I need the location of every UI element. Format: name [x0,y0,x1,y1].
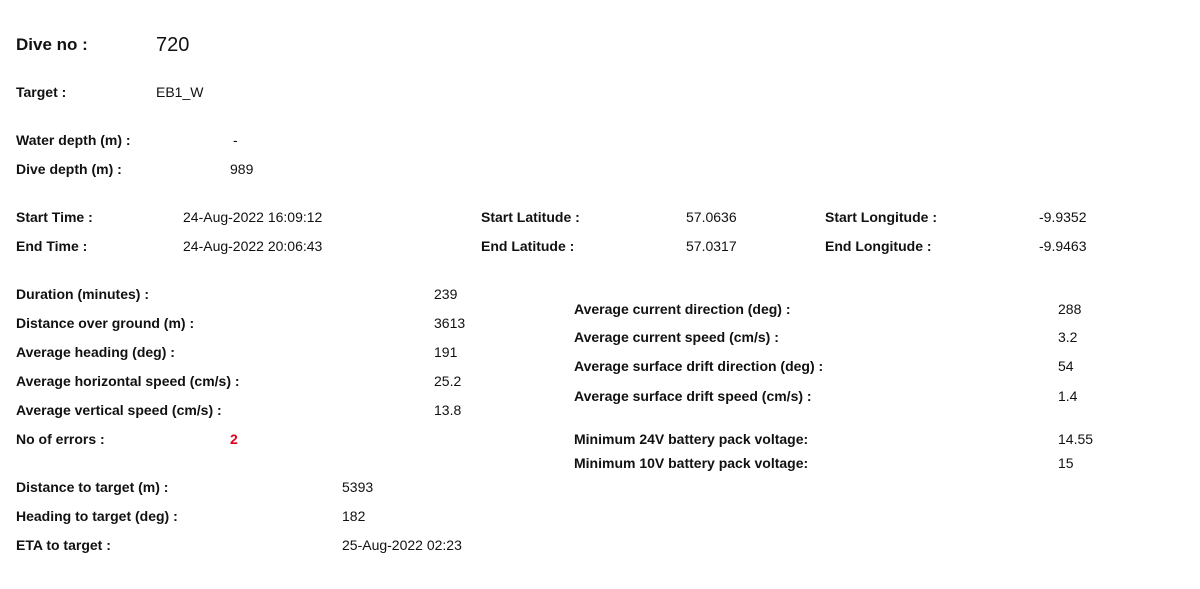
heading-to-target-value: 182 [342,508,366,524]
current-direction-value: 288 [1058,301,1082,317]
dive-no-label: Dive no : [16,35,88,54]
average-horizontal-speed-value: 25.2 [434,373,462,389]
water-depth-value: - [233,132,238,148]
end-time-value: 24-Aug-2022 20:06:43 [183,238,323,254]
surface-drift-speed-value: 1.4 [1058,388,1078,404]
eta-to-target-value: 25-Aug-2022 02:23 [342,537,462,553]
start-latitude-label: Start Latitude : [481,209,580,225]
average-vertical-speed-value: 13.8 [434,402,462,418]
average-vertical-speed-label: Average vertical speed (cm/s) : [16,402,222,418]
start-time-value: 24-Aug-2022 16:09:12 [183,209,323,225]
start-latitude-value: 57.0636 [686,209,737,225]
average-heading-label: Average heading (deg) : [16,344,175,360]
errors-label: No of errors : [16,431,105,447]
battery-24v-label: Minimum 24V battery pack voltage: [574,431,809,447]
surface-drift-speed-label: Average surface drift speed (cm/s) : [574,388,812,404]
errors-count: 2 [230,431,238,447]
start-longitude-value: -9.9352 [1039,209,1087,225]
duration-value: 239 [434,286,458,302]
distance-over-ground-label: Distance over ground (m) : [16,315,195,331]
target-value: EB1_W [156,84,204,100]
surface-drift-direction-value: 54 [1058,358,1074,374]
end-longitude-value: -9.9463 [1039,238,1087,254]
battery-24v-value: 14.55 [1058,431,1094,447]
distance-to-target-value: 5393 [342,479,374,495]
current-speed-label: Average current speed (cm/s) : [574,329,779,345]
end-latitude-value: 57.0317 [686,238,737,254]
start-longitude-label: Start Longitude : [825,209,937,225]
dive-no-value: 720 [156,34,190,56]
average-heading-value: 191 [434,344,458,360]
start-time-label: Start Time : [16,209,93,225]
current-speed-value: 3.2 [1058,329,1078,345]
end-latitude-label: End Latitude : [481,238,575,254]
duration-label: Duration (minutes) : [16,286,149,302]
end-longitude-label: End Longitude : [825,238,932,254]
eta-to-target-label: ETA to target : [16,537,111,553]
current-direction-label: Average current direction (deg) : [574,301,791,317]
average-horizontal-speed-label: Average horizontal speed (cm/s) : [16,373,240,389]
water-depth-label: Water depth (m) : [16,132,131,148]
battery-10v-label: Minimum 10V battery pack voltage: [574,455,809,471]
end-time-label: End Time : [16,238,88,254]
distance-over-ground-value: 3613 [434,315,466,331]
battery-10v-value: 15 [1058,455,1074,471]
heading-to-target-label: Heading to target (deg) : [16,508,178,524]
dive-depth-label: Dive depth (m) : [16,161,122,177]
surface-drift-direction-label: Average surface drift direction (deg) : [574,358,824,374]
distance-to-target-label: Distance to target (m) : [16,479,169,495]
target-label: Target : [16,84,67,100]
dive-depth-value: 989 [230,161,254,177]
